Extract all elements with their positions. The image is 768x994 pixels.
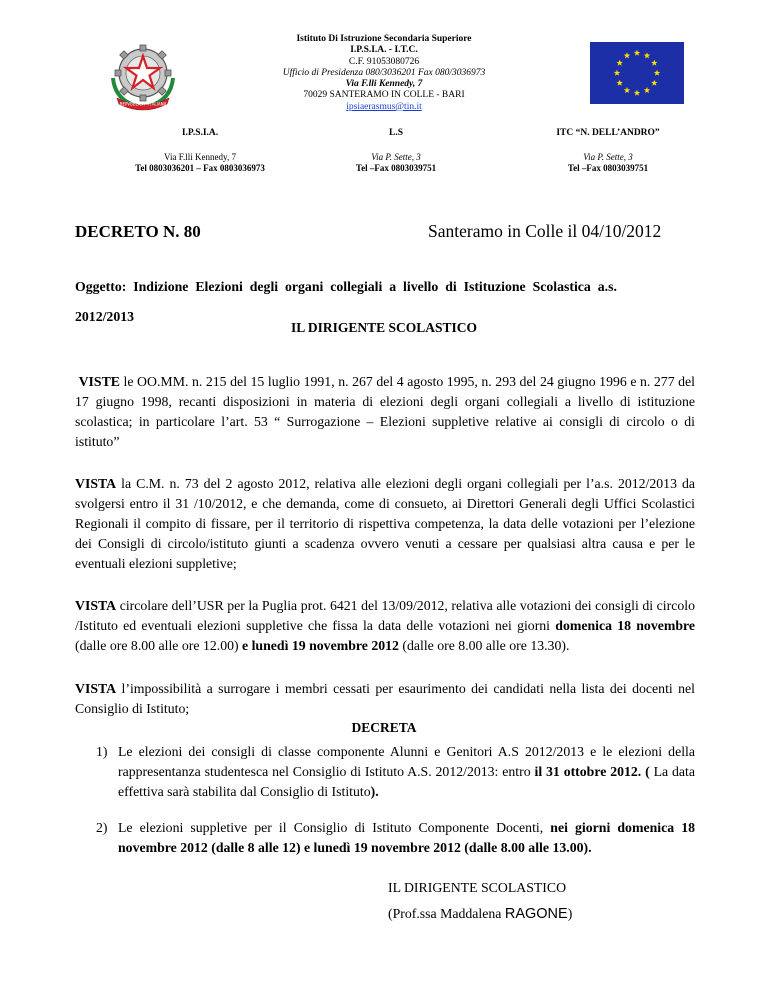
institute-street: Via F.lli Kennedy, 7 — [345, 79, 423, 90]
school-address: Via P. Sette, 3 — [371, 152, 421, 162]
school-contacts: Tel –Fax 0803039751 — [355, 163, 437, 173]
fiscal-code: C.F. 91053080726 — [348, 56, 420, 67]
item-bold: nei giorni domenica 18 novembre 2012 (dalle 8 alle 12) e lunedì 19 novembre 2012 (dalle 8.00 alle 13.00). — [118, 820, 695, 855]
list-item — [96, 742, 696, 802]
school-contacts: Tel 0803036201 – Fax 0803036973 — [135, 163, 265, 173]
subject-year: 2012/2013 — [75, 309, 135, 324]
school-column-itc — [498, 128, 718, 174]
signature-prefix: (Prof.ssa Maddalena — [388, 906, 505, 921]
institute-header — [230, 34, 538, 113]
paragraph-viste — [75, 372, 695, 452]
institute-city: 70029 SANTERAMO IN COLLE - BARI — [303, 90, 465, 101]
school-contacts: Tel –Fax 0803039751 — [567, 163, 649, 173]
institute-email-link[interactable]: ipsiaerasmus@tin.it — [346, 101, 422, 112]
paragraph-text: le OO.MM. n. 215 del 15 luglio 1991, n. 267 del 4 agosto 1995, n. 293 del 24 giugno 1996 e n. 277 del 17 giugno 1998, recanti disposizioni in materia di elezioni degli organi collegiali a livello di istituzione scolastica; in particolare l’art. 53 “ Surrogazione – Elezioni suppletive relative ai consigli di circolo o di istituto” — [75, 374, 696, 449]
heading-decreta: DECRETA — [351, 720, 417, 735]
signature-name — [388, 906, 572, 922]
decree-number: DECRETO N. 80 — [75, 222, 201, 241]
office-phones: Ufficio di Presidenza 080/3036201 Fax 080/3036973 — [282, 67, 486, 78]
decree-items — [96, 742, 696, 858]
item-text: Le elezioni suppletive per il Consiglio di Istituto Componente Docenti, — [118, 820, 551, 835]
paragraph-lead: VISTA — [75, 476, 117, 491]
paragraph-bold: e lunedì 19 novembre 2012 — [242, 638, 399, 653]
item-number: 2) — [96, 820, 108, 835]
paragraph-lead: VISTE — [78, 374, 120, 389]
signature-suffix: ) — [567, 906, 573, 921]
school-address: Via F.lli Kennedy, 7 — [164, 152, 236, 162]
item-text: Le elezioni dei consigli di classe componente Alunni e Genitori A.S 2012/2013 e le elezioni della rappresentanza studentesca nel Consiglio di Istituto A.S. 2012/2013: entro — [118, 744, 695, 779]
institute-name: Istituto Di Istruzione Secondaria Superiore — [296, 34, 472, 44]
paragraph-text: (dalle ore 8.00 alle ore 12.00) — [75, 638, 243, 653]
school-name: L.S — [389, 128, 403, 138]
subject-line: Oggetto: Indizione Elezioni degli organi collegiali a livello di Istituzione Scolastica a.s. — [75, 279, 617, 294]
signature-surname: RAGONE — [504, 906, 568, 922]
paragraph-text: circolare dell’USR per la Puglia prot. 6421 del 13/09/2012, relativa alle votazioni dei consigli di circolo /Istituto ed eventuali elezioni suppletive che fissa la data delle votazioni nei giorni — [75, 598, 695, 633]
paragraph-vista-cm — [75, 474, 695, 574]
school-address: Via P. Sette, 3 — [583, 152, 633, 162]
school-name: I.P.S.I.A. — [181, 128, 219, 138]
eu-flag — [590, 42, 684, 104]
item-bold: ). — [370, 784, 379, 799]
item-text: La data effettiva sarà stabilita dal Consiglio di Istituto — [118, 764, 696, 799]
paragraph-text: (dalle ore 8.00 alle ore 13.30). — [398, 638, 570, 653]
paragraph-vista-impossibilita — [75, 679, 695, 719]
paragraph-text: l’impossibilità a surrogare i membri cessati per esaurimento dei candidati nella lista dei docenti nel Consiglio di Istituto; — [75, 681, 695, 716]
list-item — [96, 818, 695, 858]
heading-dirigente: IL DIRIGENTE SCOLASTICO — [290, 320, 478, 335]
place-date: Santeramo in Colle il 04/10/2012 — [428, 221, 662, 241]
school-column-ls — [286, 128, 506, 174]
paragraph-bold: domenica 18 novembre — [555, 618, 696, 633]
svg-text:REPVBBLICA · ITALIANA: REPVBBLICA · ITALIANA — [119, 101, 167, 107]
institute-acronyms: I.P.S.I.A. - I.T.C. — [350, 45, 418, 56]
item-number: 1) — [96, 744, 108, 759]
paragraph-vista-usr — [75, 596, 695, 656]
item-bold: il 31 ottobre 2012. ( — [534, 764, 650, 779]
italian-republic-emblem — [107, 38, 179, 112]
school-column-ipsia — [90, 128, 310, 174]
school-name: ITC “N. DELL’ANDRO” — [556, 128, 660, 138]
paragraph-lead: VISTA — [75, 598, 117, 613]
signature-title: IL DIRIGENTE SCOLASTICO — [388, 880, 567, 895]
paragraph-lead: VISTA — [75, 681, 117, 696]
paragraph-text: la C.M. n. 73 del 2 agosto 2012, relativa alle elezioni degli organi collegiali per l’a.s. 2012/2013 da svolgersi entro il 31 /10/2012, e che demanda, come di consueto, ai Direttori Generali degli Uffici Scolastici Regionali il compito di fissare, per il territorio di rispettiva competenza, la data delle votazioni per l’elezione dei Consigli di circolo/istituto giunti a scadenza ovvero venuti a cessare per qualsiasi altra causa e per le eventuali elezioni suppletive; — [75, 476, 695, 571]
